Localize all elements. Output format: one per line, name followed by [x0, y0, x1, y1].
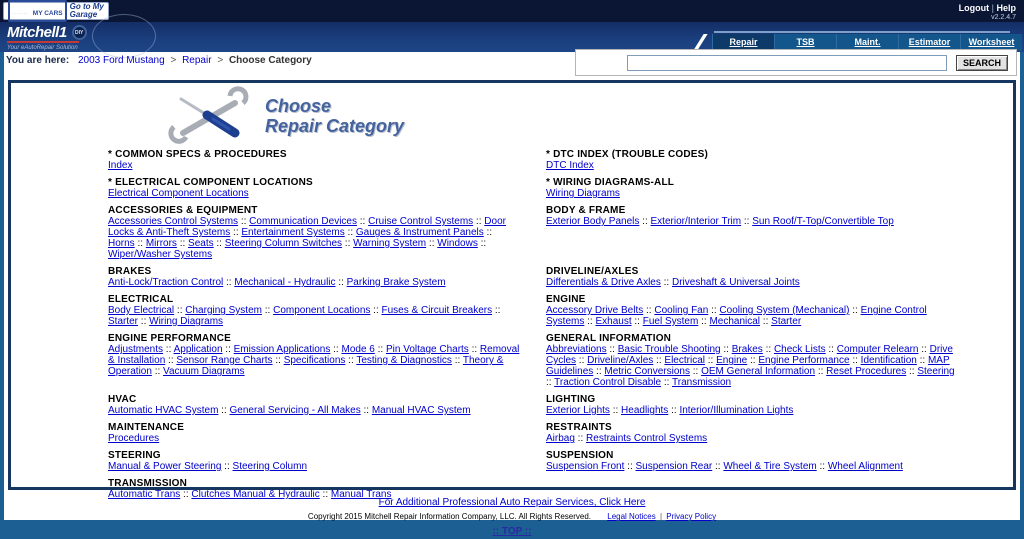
category-link[interactable]: Differentials & Drive Axles — [546, 277, 661, 288]
link-separator: :: — [174, 305, 186, 316]
link-separator: :: — [624, 461, 636, 472]
category-title: RESTRAINTS — [546, 422, 612, 433]
category-link[interactable]: Mechanical - Hydraulic — [234, 277, 336, 288]
search-input[interactable] — [627, 55, 947, 71]
category-section — [546, 177, 958, 199]
category-link[interactable]: Cruise Control Systems — [368, 216, 474, 227]
category-link[interactable]: Exhaust — [595, 316, 632, 327]
link-separator: :: — [762, 344, 774, 355]
category-title: * DTC INDEX (TROUBLE CODES) — [546, 149, 709, 160]
category-links — [108, 405, 520, 416]
category-link[interactable]: Mirrors — [145, 238, 177, 249]
tabs-top-line-decoration — [714, 31, 1010, 33]
link-separator: :: — [741, 216, 753, 227]
category-link[interactable]: Exterior Body Panels — [546, 216, 640, 227]
link-separator: :: — [747, 355, 759, 366]
category-title: * WIRING DIAGRAMS-ALL — [546, 177, 675, 188]
category-link[interactable]: Starter — [108, 316, 139, 327]
category-link[interactable]: OEM General Information — [701, 366, 816, 377]
category-link[interactable]: Sensor Range Charts — [176, 355, 273, 366]
category-links — [546, 344, 958, 388]
category-links — [546, 405, 958, 416]
category-link[interactable]: Entertainment Systems — [241, 227, 345, 238]
category-link[interactable]: Communication Devices — [249, 216, 357, 227]
category-link[interactable]: Seats — [188, 238, 214, 249]
category-link[interactable]: Electrical — [664, 355, 705, 366]
link-separator: :: — [492, 305, 501, 316]
category-link[interactable]: Specifications — [283, 355, 346, 366]
copyright-text: Copyright 2015 Mitchell Repair Information Company, LLC. All Rights Reserved. Legal Notices | Privacy Policy — [307, 512, 717, 521]
link-separator: :: — [849, 355, 861, 366]
category-links — [108, 433, 520, 444]
category-section — [108, 294, 520, 327]
category-section — [108, 394, 520, 416]
link-separator: :: — [609, 405, 622, 416]
category-title: ENGINE — [546, 294, 586, 305]
link-separator: :: — [370, 305, 382, 316]
breadcrumb — [6, 55, 312, 66]
category-links — [108, 188, 520, 199]
category-link[interactable]: Fuel System — [642, 316, 699, 327]
header-bar — [0, 22, 1024, 52]
category-section — [546, 333, 958, 388]
category-section — [546, 266, 958, 288]
breadcrumb-vehicle-link[interactable]: 2003 Ford Mustang — [77, 55, 165, 66]
category-link[interactable]: Engine Performance — [758, 355, 850, 366]
category-section — [546, 450, 958, 472]
link-separator: :: — [668, 405, 680, 416]
category-link[interactable]: General Servicing - All Makes — [229, 405, 361, 416]
tab-repair[interactable]: Repair — [712, 34, 774, 51]
link-separator: :: — [138, 316, 150, 327]
category-link[interactable]: Transmission — [672, 377, 732, 388]
link-separator: :: — [849, 305, 861, 316]
link-separator: :: — [221, 461, 233, 472]
category-link[interactable]: Parking Brake System — [346, 277, 446, 288]
breadcrumb-separator: > — [217, 55, 224, 66]
category-links — [546, 188, 958, 199]
link-separator: :: — [916, 355, 928, 366]
category-link[interactable]: Driveline/Axles — [587, 355, 654, 366]
category-link[interactable]: Manual Trans — [330, 489, 392, 500]
category-title: * ELECTRICAL COMPONENT LOCATIONS — [108, 177, 313, 188]
category-link[interactable]: Traction Control Disable — [554, 377, 662, 388]
link-separator: :: — [360, 405, 372, 416]
category-link[interactable]: Electrical Component Locations — [108, 188, 249, 199]
link-separator: :: — [272, 355, 284, 366]
category-link[interactable]: Driveshaft & Universal Joints — [671, 277, 800, 288]
category-links — [546, 461, 958, 472]
link-separator: :: — [357, 216, 369, 227]
logo-ellipse-decoration — [92, 14, 156, 58]
category-title: MAINTENANCE — [108, 422, 185, 433]
category-link[interactable]: Warning System — [353, 238, 427, 249]
category-link[interactable]: Theory & Operation — [108, 355, 504, 377]
link-separator: :: — [134, 238, 146, 249]
breadcrumb-repair-link[interactable]: Repair — [182, 55, 212, 66]
link-separator: :: — [330, 344, 342, 355]
category-link[interactable]: Index — [108, 160, 133, 171]
category-link[interactable]: Check Lists — [773, 344, 826, 355]
category-link[interactable]: Steering Column Switches — [224, 238, 343, 249]
category-link[interactable]: Clutches Manual & Hydraulic — [191, 489, 320, 500]
category-link[interactable]: Body Electrical — [108, 305, 175, 316]
category-grid — [11, 139, 1013, 500]
category-title: GENERAL INFORMATION — [546, 333, 672, 344]
link-separator: :: — [576, 355, 588, 366]
category-section — [546, 205, 958, 260]
category-link[interactable]: Application — [173, 344, 223, 355]
search-button[interactable]: SEARCH — [956, 55, 1008, 71]
category-links — [546, 305, 958, 327]
breadcrumb-current: Choose Category — [228, 55, 312, 66]
link-separator: :: — [661, 377, 672, 388]
link-separator: :: — [468, 344, 480, 355]
category-link[interactable]: Exterior/Interior Trim — [650, 216, 742, 227]
category-title: ENGINE PERFORMANCE — [108, 333, 232, 344]
link-separator: :: — [639, 216, 651, 227]
category-link[interactable]: Wheel & Tire System — [723, 461, 817, 472]
link-separator: :: — [918, 344, 930, 355]
category-link[interactable]: Steering Column — [232, 461, 308, 472]
link-separator: :: — [451, 355, 463, 366]
category-links — [108, 461, 520, 472]
page-title: Choose Repair Category — [265, 96, 405, 136]
category-section — [108, 205, 520, 260]
link-separator: :: — [230, 227, 242, 238]
link-separator: :: — [151, 366, 164, 377]
content-box — [8, 80, 1016, 500]
category-link[interactable]: Identification — [860, 355, 917, 366]
link-separator: :: — [319, 489, 331, 500]
category-link[interactable]: Drive Cycles — [546, 344, 953, 366]
category-link[interactable]: Cooling System (Mechanical) — [719, 305, 850, 316]
category-links — [546, 277, 958, 288]
plate-label: MY CARS — [32, 10, 63, 17]
category-link[interactable]: Exterior Lights — [546, 405, 610, 416]
category-section — [546, 294, 958, 327]
link-separator: :: — [593, 366, 605, 377]
category-links — [546, 216, 958, 227]
session-divider: | — [991, 3, 994, 13]
category-title: ACCESSORIES & EQUIPMENT — [108, 205, 258, 216]
link-separator: :: — [165, 355, 177, 366]
link-separator: :: — [606, 344, 618, 355]
diy-badge-icon: DIY — [72, 25, 87, 40]
category-link[interactable]: Computer Relearn — [836, 344, 919, 355]
category-link[interactable]: Airbag — [546, 433, 575, 444]
category-title: DRIVELINE/AXLES — [546, 266, 639, 277]
category-link[interactable]: Engine — [716, 355, 748, 366]
category-link[interactable]: Cooling Fan — [654, 305, 709, 316]
link-separator: :: — [342, 238, 354, 249]
category-link[interactable]: MAP Guidelines — [546, 355, 950, 377]
category-links — [546, 433, 958, 444]
link-separator: :: — [180, 489, 192, 500]
garage-button-label: Go to My Garage — [69, 2, 104, 19]
link-separator: :: — [816, 461, 828, 472]
crossed-tools-icon — [169, 93, 249, 139]
category-links — [108, 305, 520, 327]
category-link[interactable]: Engine Control Systems — [546, 305, 927, 327]
privacy-policy-link[interactable]: Privacy Policy — [666, 512, 717, 521]
breadcrumb-prefix: You are here: — [6, 55, 70, 66]
category-link[interactable]: Horns — [108, 238, 135, 249]
link-separator: :: — [708, 305, 720, 316]
category-link[interactable]: Removal & Installation — [108, 344, 520, 366]
session-links — [959, 3, 1016, 21]
category-link[interactable]: Anti-Lock/Traction Control — [108, 277, 224, 288]
category-link[interactable]: Suspension Rear — [635, 461, 713, 472]
category-title: BODY & FRAME — [546, 205, 626, 216]
go-to-my-garage-button[interactable] — [3, 2, 109, 20]
link-separator: :: — [689, 366, 702, 377]
category-links — [108, 160, 520, 171]
category-title: BRAKES — [108, 266, 152, 277]
category-link[interactable]: Vacuum Diagrams — [163, 366, 245, 377]
link-separator: :: — [660, 277, 672, 288]
top-bar — [0, 0, 1024, 22]
link-separator: :: — [222, 344, 234, 355]
tab-worksheet[interactable]: Worksheet — [960, 34, 1022, 51]
category-title: * COMMON SPECS & PROCEDURES — [108, 149, 287, 160]
category-section — [108, 333, 520, 388]
tab-estimator[interactable]: Estimator — [898, 34, 960, 51]
category-title: SUSPENSION — [546, 450, 614, 461]
plate-header: ······· — [12, 11, 29, 16]
category-link[interactable]: Suspension Front — [546, 461, 625, 472]
top-link[interactable]: :: TOP :: — [492, 526, 532, 537]
category-link[interactable]: Adjustments — [108, 344, 164, 355]
tab-tsb[interactable]: TSB — [774, 34, 836, 51]
category-link[interactable]: Manual & Power Steering — [108, 461, 222, 472]
category-link[interactable]: Wiring Diagrams — [546, 188, 620, 199]
category-link[interactable]: Mechanical — [709, 316, 761, 327]
category-link[interactable]: Reset Procedures — [826, 366, 907, 377]
category-link[interactable]: Steering — [917, 366, 955, 377]
category-links — [108, 344, 520, 377]
category-title: LIGHTING — [546, 394, 596, 405]
my-cars-plate-icon — [8, 0, 67, 22]
category-title: ELECTRICAL — [108, 294, 174, 305]
logo-tagline: Your eAutoRepair Solution — [7, 45, 78, 51]
link-separator: :: — [163, 344, 174, 355]
help-link[interactable]: Help — [996, 3, 1016, 13]
category-link[interactable]: Mode 6 — [341, 344, 375, 355]
category-link[interactable]: Brakes — [731, 344, 763, 355]
category-link[interactable]: Automatic HVAC System — [108, 405, 219, 416]
mitchell1-logo — [7, 25, 87, 51]
category-link[interactable]: Charging System — [185, 305, 262, 316]
category-link[interactable]: DTC Index — [546, 160, 594, 171]
category-links — [108, 216, 520, 260]
link-separator: :: — [698, 316, 710, 327]
category-title: TRANSMISSION — [108, 478, 188, 489]
category-link[interactable]: Emission Applications — [233, 344, 331, 355]
link-separator: :: — [631, 316, 643, 327]
breadcrumb-separator: > — [170, 55, 177, 66]
category-section — [108, 450, 520, 472]
category-link[interactable]: Starter — [771, 316, 802, 327]
category-link[interactable]: Metric Conversions — [604, 366, 690, 377]
link-separator: :: — [344, 227, 356, 238]
category-links — [546, 160, 958, 171]
link-separator: :: — [223, 277, 235, 288]
link-separator: :: — [825, 344, 837, 355]
category-link[interactable]: Interior/Illumination Lights — [679, 405, 794, 416]
link-separator: :: — [238, 216, 250, 227]
category-link[interactable]: Abbreviations — [546, 344, 607, 355]
category-link[interactable]: Windows — [437, 238, 478, 249]
link-separator: :: — [906, 366, 918, 377]
category-section — [108, 177, 520, 199]
search-panel — [575, 49, 1017, 76]
logout-link[interactable]: Logout — [958, 3, 990, 13]
footer-pipe: | — [659, 512, 663, 521]
category-section — [108, 266, 520, 288]
category-link[interactable]: Pin Voltage Charts — [385, 344, 469, 355]
category-link[interactable]: Door Locks & Anti-Theft Systems — [108, 216, 506, 238]
link-separator: :: — [574, 433, 587, 444]
link-separator: :: — [261, 305, 274, 316]
link-separator: :: — [643, 305, 655, 316]
link-separator: :: — [653, 355, 665, 366]
category-links — [108, 277, 520, 288]
category-section — [546, 422, 958, 444]
category-section — [108, 422, 520, 444]
link-separator: :: — [546, 377, 555, 388]
category-link[interactable]: Procedures — [108, 433, 160, 444]
category-link[interactable]: Fuses & Circuit Breakers — [381, 305, 493, 316]
category-link[interactable]: Accessories Control Systems — [108, 216, 239, 227]
link-separator: :: — [712, 461, 724, 472]
category-link[interactable]: Headlights — [621, 405, 669, 416]
footer — [0, 492, 1024, 539]
link-separator: :: — [720, 344, 732, 355]
category-section — [546, 394, 958, 416]
link-separator: :: — [473, 216, 485, 227]
link-separator: :: — [374, 344, 386, 355]
category-link[interactable]: Component Locations — [273, 305, 371, 316]
link-separator: :: — [477, 238, 487, 249]
logo-underline-decoration — [7, 41, 79, 43]
version-label: v2.2.4.7 — [991, 14, 1016, 21]
link-separator: :: — [815, 366, 827, 377]
category-link[interactable]: Basic Trouble Shooting — [617, 344, 721, 355]
category-link[interactable]: Manual HVAC System — [371, 405, 471, 416]
link-separator: :: — [176, 238, 189, 249]
link-separator: :: — [213, 238, 225, 249]
category-link[interactable]: Wheel Alignment — [827, 461, 903, 472]
category-link[interactable]: Sun Roof/T-Top/Convertible Top — [752, 216, 894, 227]
link-separator: :: — [584, 316, 596, 327]
category-link[interactable]: Automatic Trans — [108, 489, 181, 500]
link-separator: :: — [426, 238, 438, 249]
category-section — [546, 149, 958, 171]
choose-category-banner — [169, 93, 1013, 139]
category-link[interactable]: Testing & Diagnostics — [356, 355, 452, 366]
link-separator: :: — [760, 316, 772, 327]
category-section — [108, 149, 520, 171]
legal-notices-link[interactable]: Legal Notices — [607, 512, 656, 521]
logo-text: Mitchell1 — [7, 24, 67, 41]
category-link[interactable]: Gauges & Instrument Panels — [355, 227, 484, 238]
link-separator: :: — [483, 227, 493, 238]
category-link[interactable]: Wiper/Washer Systems — [108, 249, 213, 260]
tab-maint[interactable]: Maint. — [836, 34, 898, 51]
link-separator: :: — [704, 355, 717, 366]
category-title: STEERING — [108, 450, 161, 461]
category-link[interactable]: Accessory Drive Belts — [546, 305, 644, 316]
link-separator: :: — [218, 405, 230, 416]
category-link[interactable]: Restraints Control Systems — [586, 433, 708, 444]
link-separator: :: — [345, 355, 357, 366]
link-separator: :: — [335, 277, 347, 288]
additional-services-link[interactable]: For Additional Professional Auto Repair Services, Click Here — [378, 497, 646, 508]
category-link[interactable]: Wiring Diagrams — [149, 316, 224, 327]
category-title: HVAC — [108, 394, 137, 405]
